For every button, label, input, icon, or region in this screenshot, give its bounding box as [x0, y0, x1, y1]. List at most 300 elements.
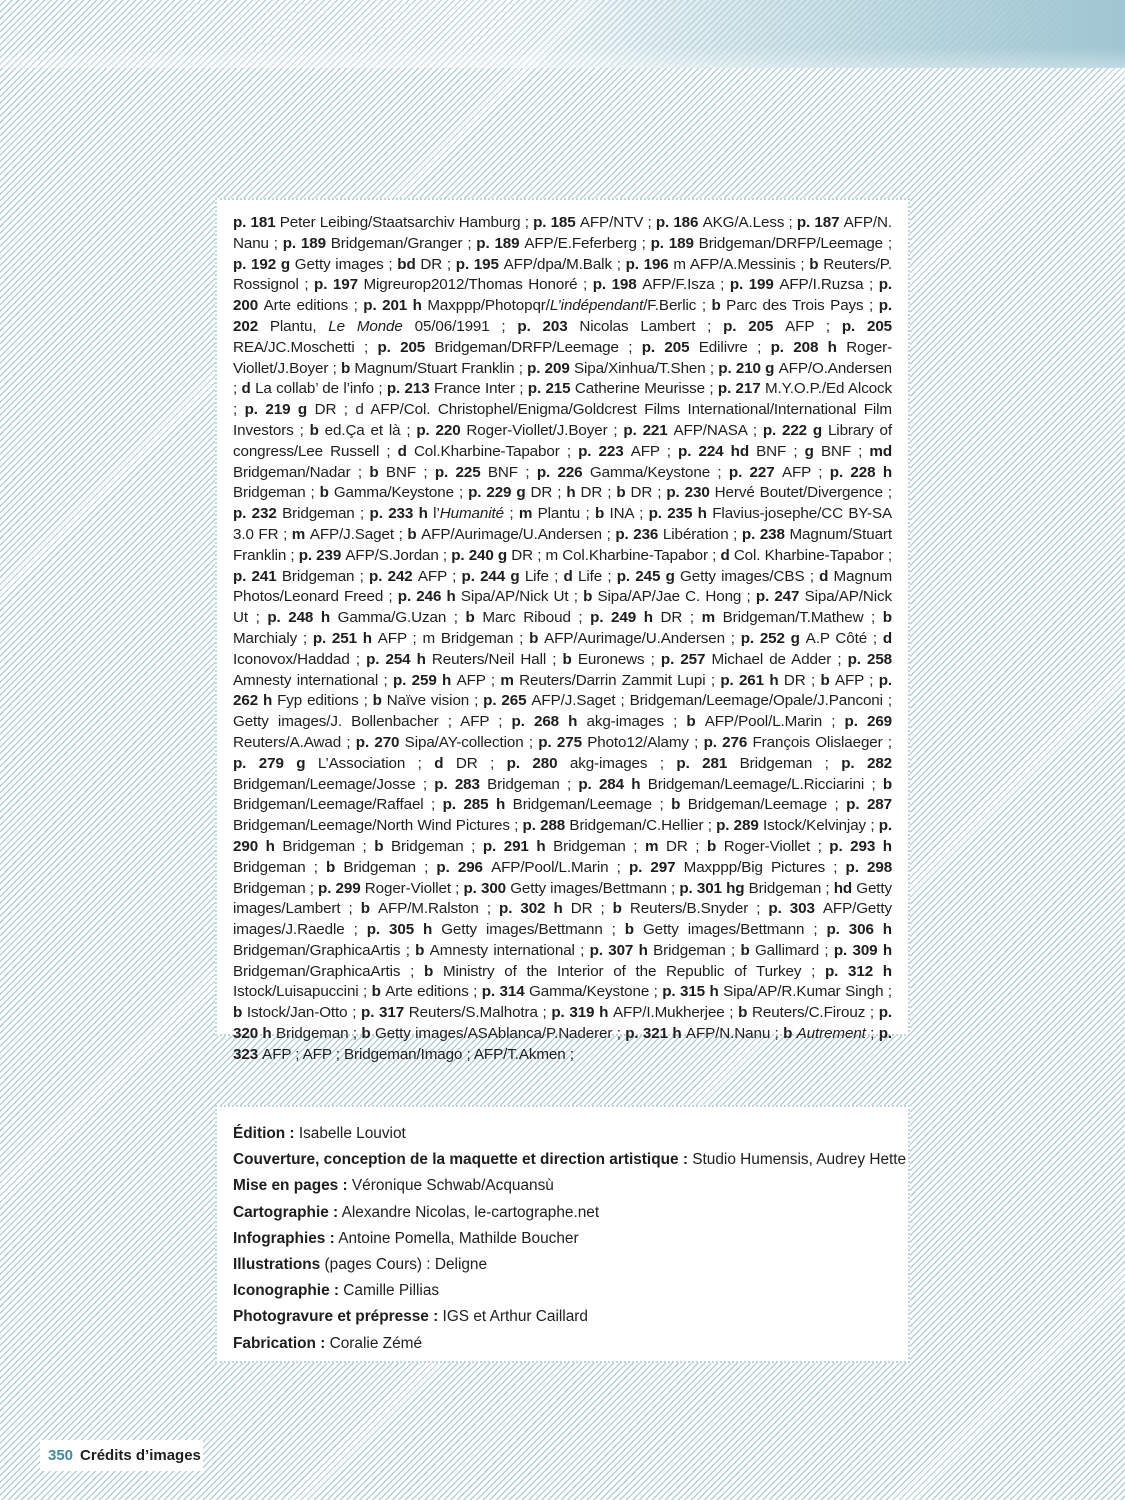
- credit-page-ref: p. 230: [666, 484, 715, 502]
- credit-page-ref: p. 233 h: [369, 505, 434, 523]
- credit-italic-title: Humanité: [439, 505, 504, 523]
- credit-source: AFP/N.Nanu ;: [685, 1025, 784, 1043]
- credit-page-ref: b: [783, 1025, 797, 1043]
- credit-source: Istock/Luisapuccini ;: [233, 983, 372, 1001]
- credit-source: AKG/A.Less ;: [702, 214, 797, 231]
- credit-source: Col. Kharbine-Tapabor ;: [733, 546, 893, 564]
- credit-source: DR ;: [455, 754, 507, 772]
- credit-source: Getty images/Bettmann ;: [510, 879, 680, 897]
- credit-source: BNF ;: [487, 463, 537, 481]
- credit-page-ref: p. 235 h: [648, 505, 713, 523]
- credit-source: AFP/J.Saget ; Bridgeman/Leemage/Opale/J.Panconi ; Getty images/J. Bollenbacher ; AFP ;: [233, 692, 892, 731]
- credit-source: Flavius-josephe/CC BY-SA 3.0 FR ;: [233, 505, 893, 543]
- credit-source: Plantu ;: [537, 505, 595, 523]
- credit-page-ref: p. 276: [703, 733, 753, 751]
- credit-source: Sipa/AP/R.Kumar Singh ;: [723, 983, 893, 1001]
- credit-page-ref: p. 317: [361, 1004, 409, 1022]
- credit-page-ref: p. 208 h: [770, 338, 847, 356]
- credit-source: Bridgeman/Leemage ;: [687, 796, 847, 814]
- credit-source: AFP/M.Ralston ;: [377, 900, 500, 918]
- credit-page-ref: b: [424, 962, 443, 980]
- credit-source: Reuters/C.Firouz ;: [752, 1004, 879, 1022]
- credit-page-ref: p. 192 g: [233, 255, 295, 273]
- credit-source: Photo12/Alamy ;: [587, 733, 704, 751]
- credit-source: AFP ;: [785, 317, 842, 335]
- credit-page-ref: b: [326, 858, 344, 876]
- page-number: 350: [48, 1447, 74, 1464]
- credit-page-ref: p. 220: [416, 421, 467, 439]
- edition-credit-value: IGS et Arthur Caillard: [438, 1308, 588, 1326]
- credit-source: Sipa/AP/Nick Ut ;: [460, 588, 584, 606]
- credit-source: Arte editions ;: [385, 983, 482, 1001]
- credit-page-ref: p. 187: [796, 214, 844, 231]
- credit-page-ref: p. 288: [522, 817, 570, 835]
- credit-page-ref: b: [882, 609, 892, 627]
- credit-source: Bridgeman/T.Mathew ;: [722, 609, 883, 627]
- credit-page-ref: p. 297: [628, 858, 684, 876]
- credit-source: AFP/J.Saget ;: [309, 525, 408, 543]
- credit-page-ref: m: [701, 609, 723, 627]
- credit-source: BNF ;: [756, 442, 805, 460]
- credit-source: Sipa/AP/Jae C. Hong ;: [597, 588, 756, 606]
- credit-source: Bridgeman ;: [282, 505, 370, 523]
- credit-source: DR ;: [783, 671, 821, 689]
- header-gradient-band: [0, 0, 1125, 68]
- credit-source: M.Y.O.P./Ed Alcock ;: [233, 380, 893, 419]
- credit-page-ref: p. 236: [615, 525, 663, 543]
- credit-source: Catherine Meurisse ;: [574, 380, 718, 398]
- credit-page-ref: p. 217: [717, 380, 765, 398]
- credit-source: Life ;: [577, 567, 617, 585]
- edition-credit-label: Couverture, conception de la maquette et direction artistique :: [233, 1151, 688, 1169]
- credit-source: AFP/NTV ;: [579, 214, 656, 231]
- credit-page-ref: p. 285 h: [442, 796, 513, 814]
- credit-page-ref: p. 247: [755, 588, 805, 606]
- credit-source: Istock/Jan-Otto ;: [246, 1004, 362, 1022]
- credit-page-ref: hd: [833, 879, 857, 897]
- edition-credit-label: Édition :: [233, 1125, 295, 1142]
- credit-source: Bridgeman/DRFP/Leemage ;: [434, 338, 642, 356]
- credit-source: Edilivre ;: [698, 338, 771, 356]
- credit-source: Reuters/P. Rossignol ;: [233, 255, 892, 294]
- credit-source: AFP/S.Jordan ;: [345, 546, 452, 564]
- credit-source: L’Association ;: [317, 754, 435, 772]
- credit-source: Gallimard ;: [754, 941, 834, 959]
- credit-page-ref: m: [644, 837, 666, 855]
- credit-page-ref: b: [820, 671, 835, 689]
- credit-source: AFP/Aurimage/U.Andersen ;: [544, 629, 741, 647]
- credit-source: AFP ; m Bridgeman ;: [377, 629, 530, 647]
- credit-source: ;: [865, 1025, 879, 1043]
- credit-page-ref: p. 312 h: [824, 962, 892, 980]
- credit-page-ref: p. 223: [578, 442, 631, 460]
- image-credits-box: [215, 198, 910, 1063]
- credit-source: Reuters/S.Malhotra ;: [408, 1004, 552, 1022]
- edition-credit-label: Photogravure et prépresse :: [233, 1308, 439, 1326]
- credit-source: /F.Berlic ;: [643, 297, 712, 315]
- edition-credit-value: Véronique Schwab/Acquansù: [347, 1177, 554, 1195]
- credit-page-ref: p. 215: [527, 380, 575, 398]
- credit-page-ref: p. 309 h: [833, 941, 893, 959]
- credit-source: Bridgeman/Leemage/Josse ;: [233, 775, 435, 793]
- credit-source: Bridgeman ;: [275, 1025, 362, 1043]
- credit-source: Parc des Trois Pays ;: [726, 297, 879, 315]
- credit-page-ref: p. 259 h: [393, 671, 457, 689]
- credit-source: Maxppp/Big Pictures ;: [683, 858, 846, 876]
- credit-page-ref: p. 305 h: [366, 921, 442, 939]
- credit-page-ref: p. 200: [233, 276, 892, 315]
- credit-source: Getty images/Lambert ;: [233, 879, 893, 918]
- credit-page-ref: p. 298: [845, 858, 893, 876]
- credit-page-ref: p. 205: [377, 338, 435, 356]
- credit-page-ref: b: [360, 900, 378, 918]
- credit-source: AFP/Pool/L.Marin ;: [491, 858, 629, 876]
- credit-page-ref: b: [369, 463, 386, 481]
- credit-page-ref: p. 268 h: [511, 713, 587, 731]
- credit-page-ref: b: [740, 941, 755, 959]
- credit-page-ref: p. 249 h: [590, 609, 661, 627]
- credit-page-ref: b: [319, 484, 334, 502]
- edition-credit-value: Coralie Zémé: [325, 1334, 423, 1352]
- credit-page-ref: p. 290 h: [233, 817, 893, 855]
- credit-source: Reuters/Neil Hall ;: [431, 650, 563, 668]
- section-title: Crédits d’images: [80, 1447, 201, 1464]
- edition-credit-value: Antoine Pomella, Mathilde Boucher: [334, 1229, 579, 1247]
- credit-page-ref: p. 189: [650, 234, 699, 252]
- credit-source: Ministry of the Interior of the Republic of Turkey ;: [442, 962, 825, 980]
- credit-page-ref: d: [720, 546, 734, 564]
- credit-source: Getty images/CBS ;: [680, 567, 820, 585]
- edition-credit-line: [233, 1147, 907, 1173]
- credit-source: Bridgeman ;: [553, 837, 645, 855]
- credit-page-ref: b: [624, 921, 643, 939]
- credit-source: REA/JC.Moschetti ;: [233, 338, 378, 356]
- credit-page-ref: p. 185: [533, 214, 580, 231]
- credit-page-ref: p. 303: [768, 900, 823, 918]
- credit-source: Bridgeman/Leemage/L.Ricciarini ;: [647, 775, 883, 793]
- credit-page-ref: p. 289: [716, 817, 763, 835]
- credit-source: Bridgeman ;: [653, 941, 741, 959]
- credit-page-ref: b: [738, 1004, 753, 1022]
- credit-page-ref: m: [518, 505, 538, 523]
- credit-source: Bridgeman ;: [233, 484, 320, 502]
- credit-source: m AFP/A.Messinis ;: [673, 255, 810, 273]
- credit-page-ref: p. 257: [660, 650, 712, 668]
- credit-page-ref: p. 321 h: [625, 1025, 686, 1043]
- credit-page-ref: b: [612, 900, 630, 918]
- credit-page-ref: p. 189: [282, 234, 331, 252]
- credit-source: Sipa/AY-collection ;: [404, 733, 539, 751]
- credit-page-ref: p. 197: [314, 276, 364, 294]
- credit-source: Istock/Kelvinjay ;: [762, 817, 879, 835]
- credit-page-ref: b: [465, 609, 483, 627]
- credit-page-ref: p. 291 h: [482, 837, 554, 855]
- credit-source: AFP ;: [417, 567, 462, 585]
- credit-source: A.P Côté ;: [805, 629, 883, 647]
- credit-page-ref: p. 189: [476, 234, 525, 252]
- credit-page-ref: h: [566, 484, 581, 502]
- credit-italic-title: Le Monde: [328, 317, 403, 335]
- credit-page-ref: b: [707, 837, 724, 855]
- credit-page-ref: b: [671, 796, 688, 814]
- credit-source: AFP ;: [781, 463, 830, 481]
- credit-source: AFP/O.Andersen ;: [233, 359, 893, 398]
- edition-credit-label: Iconographie :: [233, 1282, 340, 1300]
- credit-page-ref: p. 240 g: [451, 546, 512, 564]
- credit-page-ref: p. 269: [844, 713, 893, 731]
- credit-source: Bridgeman/Leemage ;: [512, 796, 672, 814]
- credit-page-ref: p. 196: [625, 255, 674, 273]
- credit-source: AFP/F.Isza ;: [642, 276, 730, 294]
- credit-source: AFP/Pool/L.Marin ;: [704, 713, 845, 731]
- credit-source: Peter Leibing/Staatsarchiv Hamburg ;: [279, 214, 534, 231]
- credit-source: BNF ;: [385, 463, 435, 481]
- credit-source: AFP ;: [630, 442, 679, 460]
- edition-credit-line: [233, 1304, 892, 1330]
- credit-source: Sipa/Xinhua/T.Shen ;: [574, 359, 719, 377]
- credit-page-ref: m: [500, 671, 520, 689]
- credit-source: Getty images/ASAblanca/P.Naderer ;: [374, 1025, 626, 1043]
- edition-credit-label: Illustrations: [233, 1256, 321, 1274]
- image-credits-text: [233, 213, 892, 1066]
- credit-source: Bridgeman ;: [391, 837, 483, 855]
- credit-source: AFP/E.Feferberg ;: [524, 234, 651, 252]
- credit-italic-title: Autrement: [796, 1025, 866, 1043]
- edition-credit-value: Alexandre Nicolas, le-cartographe.net: [338, 1203, 600, 1221]
- credit-page-ref: d: [882, 629, 892, 647]
- credit-source: Gamma/G.Uzan ;: [337, 609, 466, 627]
- credit-source: AFP/NASA ;: [673, 421, 763, 439]
- credit-page-ref: p. 219 g: [244, 401, 315, 419]
- credit-page-ref: p. 226: [536, 463, 590, 481]
- credit-source: Roger-Viollet/J.Boyer ;: [466, 421, 624, 439]
- credit-page-ref: p. 300: [463, 879, 511, 897]
- credit-page-ref: p. 205: [841, 317, 893, 335]
- credit-page-ref: d: [563, 567, 578, 585]
- edition-credit-line: [233, 1331, 892, 1357]
- credit-source: Amnesty international ;: [429, 941, 590, 959]
- credit-page-ref: p. 241: [233, 567, 282, 585]
- credit-page-ref: p. 301 hg: [679, 879, 749, 897]
- credit-source: Fyp editions ;: [277, 692, 373, 710]
- credit-source: AFP/Aurimage/U.Andersen ;: [421, 525, 616, 543]
- credit-page-ref: p. 198: [592, 276, 643, 294]
- credit-page-ref: p. 222 g: [762, 421, 828, 439]
- credit-page-ref: g: [804, 442, 821, 460]
- credit-page-ref: b: [415, 941, 430, 959]
- credit-source: Bridgeman ;: [233, 879, 319, 897]
- credit-source: DR ;: [660, 609, 702, 627]
- credit-source: Arte editions ;: [263, 297, 364, 315]
- credit-source: Naïve vision ;: [386, 692, 484, 710]
- credit-page-ref: b: [407, 525, 422, 543]
- credit-source: Roger-Viollet/J.Boyer ;: [233, 338, 893, 377]
- credit-page-ref: m: [291, 525, 310, 543]
- credit-source: AFP/dpa/M.Balk ;: [503, 255, 626, 273]
- credit-source: Bridgeman/Nadar ;: [233, 463, 370, 481]
- edition-credit-label: Cartographie :: [233, 1203, 339, 1221]
- credit-source: DR ; d AFP/Col. Christophel/Enigma/Goldcrest Films International/International Film Investors ;: [233, 401, 892, 439]
- credit-page-ref: p. 275: [538, 733, 588, 751]
- credit-page-ref: p. 239: [298, 546, 346, 564]
- credit-page-ref: p. 307 h: [589, 941, 654, 959]
- credit-source: 05/06/1991 ;: [402, 317, 518, 335]
- credit-page-ref: p. 314: [481, 983, 530, 1001]
- credit-page-ref: b: [616, 484, 631, 502]
- credit-page-ref: p. 225: [434, 463, 488, 481]
- credit-page-ref: p. 306 h: [826, 921, 892, 939]
- credit-source: DR ; m Col.Kharbine-Tapabor ;: [511, 546, 721, 564]
- credit-source: BNF ;: [820, 442, 870, 460]
- credit-source: Bridgeman ;: [233, 858, 327, 876]
- credit-source: Bridgeman/C.Hellier ;: [569, 817, 717, 835]
- credit-source: Bridgeman ;: [281, 567, 370, 585]
- edition-credit-label: Mise en pages :: [233, 1177, 348, 1195]
- credit-page-ref: b: [882, 775, 893, 793]
- credit-source: akg-images ;: [569, 754, 677, 772]
- credit-source: Marchialy ;: [233, 629, 313, 647]
- credit-source: INA ;: [609, 505, 649, 523]
- edition-credit-line: [233, 1278, 892, 1304]
- credit-source: Getty images/Bettmann ;: [441, 921, 625, 939]
- credit-page-ref: d: [397, 442, 414, 460]
- credit-source: Bridgeman/Leemage/North Wind Pictures ;: [233, 817, 523, 835]
- credit-source: l’: [433, 505, 440, 523]
- credit-page-ref: p. 195: [455, 255, 504, 273]
- credit-source: Reuters/B.Snyder ;: [629, 900, 769, 918]
- credit-page-ref: p. 202: [233, 297, 893, 335]
- credit-source: Hervé Boutet/Divergence ;: [714, 484, 893, 502]
- credit-page-ref: d: [241, 380, 256, 398]
- credit-page-ref: p. 245 g: [616, 567, 681, 585]
- credit-source: AFP ;: [834, 671, 879, 689]
- credit-page-ref: p. 287: [846, 796, 892, 814]
- credit-source: Iconovox/Haddad ;: [233, 650, 367, 668]
- credit-source: Magnum/Stuart Franklin ;: [354, 359, 528, 377]
- credit-page-ref: b: [340, 359, 355, 377]
- credit-page-ref: b: [686, 713, 705, 731]
- credit-page-ref: b: [809, 255, 824, 273]
- credit-source: Library of congress/Lee Russell ;: [233, 421, 893, 460]
- credit-source: Gamma/Keystone ;: [529, 983, 663, 1001]
- credit-page-ref: p. 265: [483, 692, 532, 710]
- credit-source: Col.Kharbine-Tapabor ;: [413, 442, 579, 460]
- credit-page-ref: b: [361, 1025, 375, 1043]
- credit-page-ref: p. 279 g: [233, 754, 318, 772]
- credit-source: AFP/I.Ruzsa ;: [779, 276, 879, 294]
- credit-page-ref: b: [583, 588, 598, 606]
- credit-page-ref: p. 227: [728, 463, 782, 481]
- credit-source: France Inter ;: [433, 380, 528, 398]
- credit-source: Marc Riboud ;: [482, 609, 591, 627]
- credit-page-ref: b: [529, 629, 545, 647]
- credit-page-ref: b: [371, 983, 386, 1001]
- edition-credit-value: Camille Pillias: [339, 1282, 440, 1300]
- credit-page-ref: p. 213: [386, 380, 434, 398]
- credit-source: Plantu,: [269, 317, 329, 335]
- credit-italic-title: L’indépendant: [549, 297, 644, 315]
- credit-source: Bridgeman/DRFP/Leemage ;: [698, 234, 893, 252]
- credit-page-ref: md: [869, 442, 893, 460]
- credit-source: AFP/N. Nanu ;: [233, 214, 892, 252]
- credit-source: DR ;: [420, 255, 456, 273]
- credit-source: Libération ;: [662, 525, 742, 543]
- credit-source: Reuters/A.Awad ;: [233, 733, 356, 751]
- credit-page-ref: p. 280: [506, 754, 570, 772]
- credit-page-ref: p. 302 h: [499, 900, 571, 918]
- edition-credits-box: [215, 1105, 910, 1363]
- edition-credit-value: (pages Cours) : Deligne: [320, 1256, 488, 1274]
- credit-page-ref: b: [594, 505, 610, 523]
- credit-source: Life ;: [524, 567, 564, 585]
- edition-credit-label: Fabrication :: [233, 1334, 326, 1352]
- credit-page-ref: p. 209: [527, 359, 574, 377]
- credit-source: Bridgeman ;: [748, 879, 834, 897]
- credit-source: DR ;: [530, 484, 567, 502]
- credit-page-ref: p. 221: [623, 421, 674, 439]
- credit-page-ref: p. 261 h: [720, 671, 784, 689]
- credit-source: François Olislaeger ;: [752, 733, 892, 751]
- credit-page-ref: b: [711, 297, 727, 315]
- edition-credits-list: [233, 1121, 907, 1357]
- credit-source: DR ;: [630, 484, 667, 502]
- edition-credit-value: Studio Humensis, Audrey Hette: [687, 1151, 907, 1169]
- credit-page-ref: p. 299: [318, 879, 365, 897]
- credit-page-ref: d: [819, 567, 834, 585]
- credit-page-ref: p. 254 h: [366, 650, 432, 668]
- edition-credit-line: [233, 1226, 892, 1252]
- credit-source: Bridgeman ;: [487, 775, 579, 793]
- credit-source: Bridgeman ;: [343, 858, 437, 876]
- credit-page-ref: p. 296: [436, 858, 492, 876]
- credit-source: Magnum Photos/Leonard Freed ;: [233, 567, 893, 606]
- credit-page-ref: p. 232: [233, 505, 283, 523]
- credit-source: akg-images ;: [586, 713, 687, 731]
- credit-source: DR ;: [570, 900, 613, 918]
- credit-source: DR ;: [665, 837, 708, 855]
- credit-source: DR ;: [580, 484, 617, 502]
- credit-page-ref: p. 205: [723, 317, 786, 335]
- credit-page-ref: p. 323: [233, 1025, 892, 1063]
- credit-page-ref: p. 284 h: [578, 775, 648, 793]
- credit-source: Sipa/AP/Nick Ut ;: [233, 588, 893, 627]
- edition-credit-label: Infographies :: [233, 1229, 335, 1247]
- credit-page-ref: b: [372, 692, 387, 710]
- credit-source: Bridgeman/GraphicaArtis ;: [233, 962, 425, 980]
- credit-source: Magnum/Stuart Franklin ;: [233, 525, 892, 564]
- credit-page-ref: p. 186: [655, 214, 703, 231]
- credit-source: Reuters/Darrin Zammit Lupi ;: [519, 671, 721, 689]
- credit-source: Roger-Viollet ;: [364, 879, 464, 897]
- credit-source: Bridgeman ;: [739, 754, 842, 772]
- credit-page-ref: p. 229 g: [468, 484, 531, 502]
- credit-source: Maxppp/Photopqr/: [427, 297, 550, 315]
- edition-credit-line: [233, 1200, 892, 1226]
- credit-source: Gamma/Keystone ;: [333, 484, 469, 502]
- credit-page-ref: p. 270: [355, 733, 405, 751]
- credit-source: Michael de Adder ;: [711, 650, 848, 668]
- credit-source: Roger-Viollet ;: [723, 837, 830, 855]
- credit-page-ref: p. 203: [517, 317, 580, 335]
- credit-source: Euronews ;: [577, 650, 661, 668]
- credit-page-ref: p. 315 h: [662, 983, 724, 1001]
- credit-page-ref: p. 293 h: [829, 837, 892, 855]
- credit-page-ref: p. 320 h: [233, 1004, 893, 1043]
- credit-page-ref: p. 283: [434, 775, 488, 793]
- credit-page-ref: p. 281: [676, 754, 740, 772]
- credit-source: Gamma/Keystone ;: [589, 463, 729, 481]
- credit-page-ref: b: [374, 837, 392, 855]
